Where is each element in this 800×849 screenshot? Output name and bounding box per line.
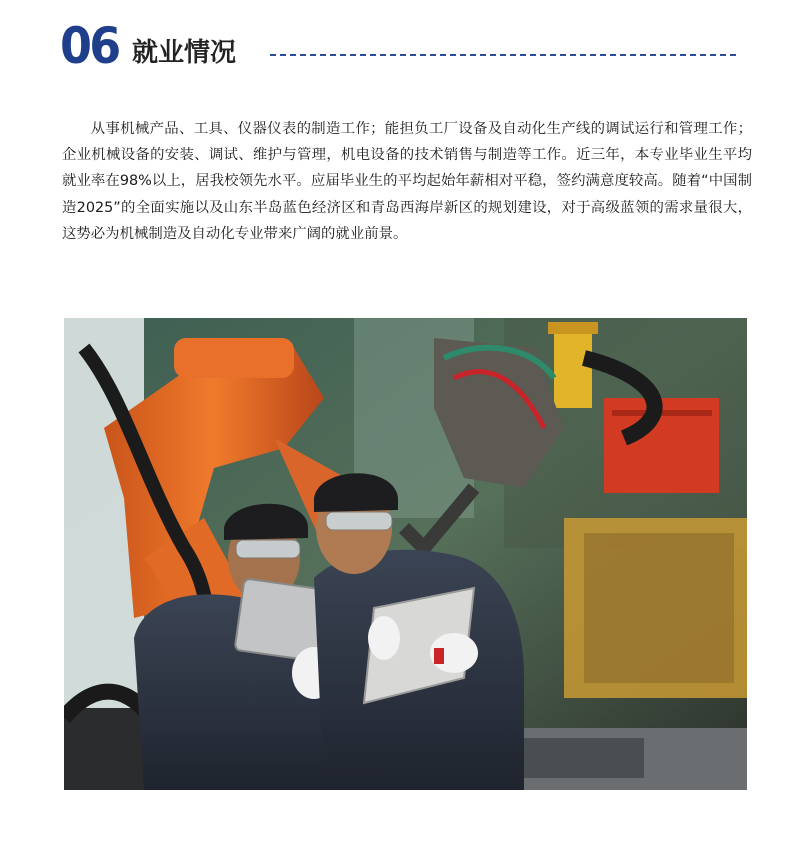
factory-scene-illustration xyxy=(64,318,747,790)
section-number: 06 xyxy=(60,17,119,75)
employment-paragraph: 从事机械产品、工具、仪器仪表的制造工作；能担负工厂设备及自动化生产线的调试运行和管理工作；企业机械设备的安装、调试、维护与管理，机电设备的技术销售与制造等工作。近三年，本专业毕业生平均就业率在98%以上，居我校领先水平。应届毕业生的平均起始年薪相对平稳，签约满意度较高。随着“中国制造2025”的全面实施以及山东半岛蓝色经济区和青岛西海岸新区的规划建设，对于高级蓝领的需求量很大，这势必为机械制造及自动化专业带来广阔的就业前景。 xyxy=(62,121,752,242)
section-title: 就业情况 xyxy=(132,38,237,68)
factory-workers-photo xyxy=(64,318,747,790)
section-header xyxy=(60,18,750,78)
dashed-divider xyxy=(270,54,736,56)
